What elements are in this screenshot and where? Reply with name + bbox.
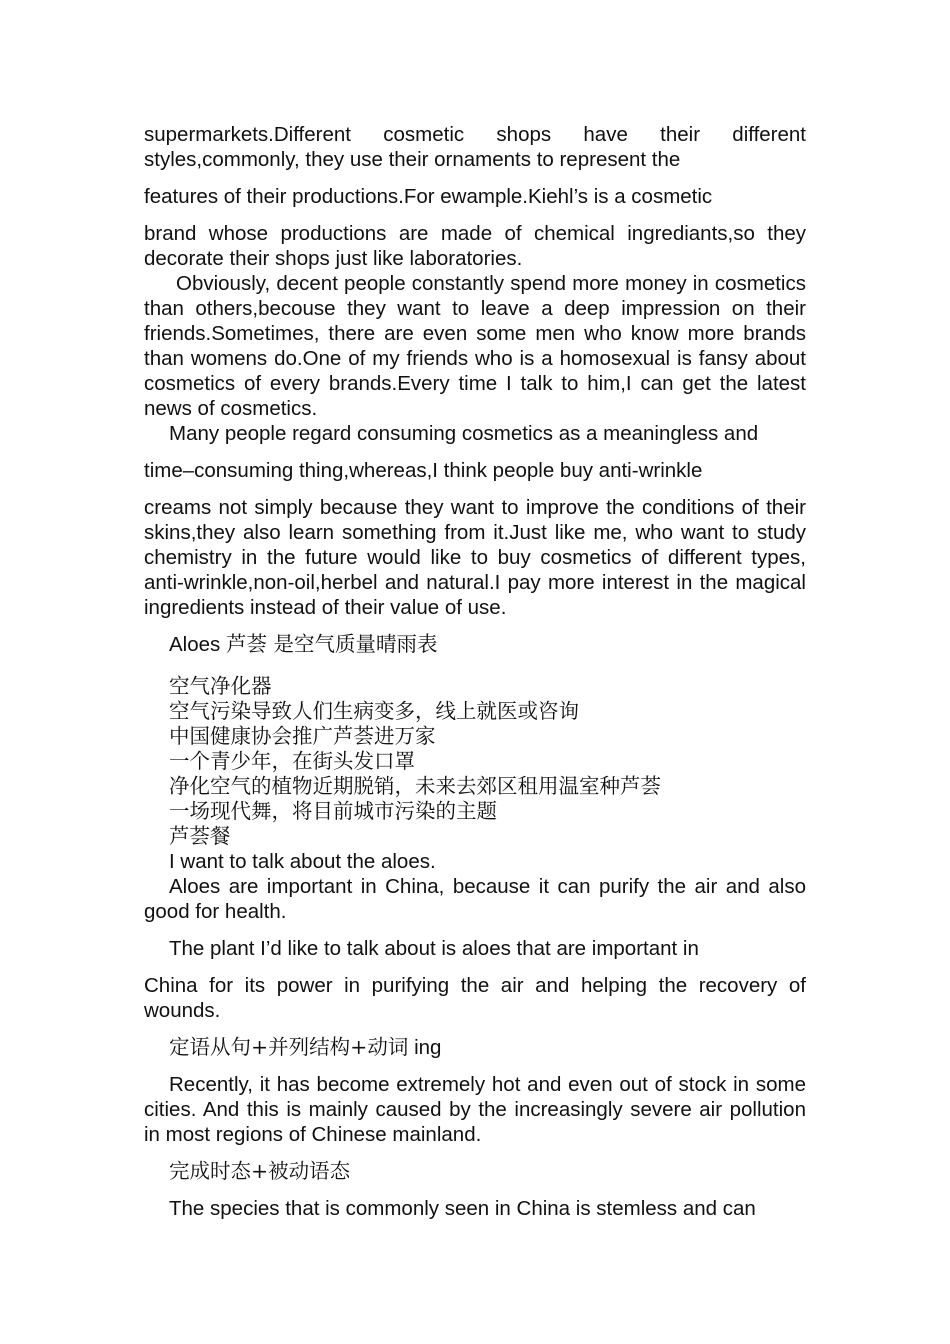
note-item: 净化空气的植物近期脱销，未来去郊区租用温室种芦荟 xyxy=(169,774,661,798)
grammar-note-1-en: ing xyxy=(414,1036,442,1059)
grammar-note-1-zh: 定语从句+并列结构+动词 xyxy=(169,1035,409,1059)
paragraph-1b: features of their productions.For ewample.Kiehl’s is a cosmetic xyxy=(144,185,713,208)
aloes-sentence-3: Recently, it has become extremely hot and even out of stock in some cities. And this is mainly caused by the increasingly severe air pollution in most regions of Chinese mainland. xyxy=(144,1073,806,1146)
note-item: 一个青少年，在街头发口罩 xyxy=(169,749,415,773)
paragraph-3a: Many people regard consuming cosmetics as a meaningless and xyxy=(169,422,759,445)
aloes-intro: I want to talk about the aloes. xyxy=(169,850,436,873)
grammar-note-2: 完成时态+被动语态 xyxy=(169,1159,351,1183)
note-item: 中国健康协会推广芦荟进万家 xyxy=(169,724,436,748)
aloes-heading-zh: 芦荟 是空气质量晴雨表 xyxy=(225,632,438,656)
note-item: 一场现代舞，将目前城市污染的主题 xyxy=(169,799,497,823)
paragraph-1a: supermarkets.Different cosmetic shops have their different styles,commonly, they use their ornaments to represent the xyxy=(144,123,806,171)
aloes-heading-en: Aloes xyxy=(169,633,221,656)
note-item: 芦荟餐 xyxy=(169,824,231,848)
note-item: 空气净化器 xyxy=(169,674,272,698)
aloes-sentence-1: Aloes are important in China, because it can purify the air and also good for health. xyxy=(144,875,806,923)
note-item: 空气污染导致人们生病变多，线上就医或咨询 xyxy=(169,699,579,723)
aloes-heading xyxy=(144,632,806,657)
aloes-sentence-4: The species that is commonly seen in China is stemless and can xyxy=(169,1197,756,1220)
paragraph-1c: brand whose productions are made of chemical ingrediants,so they decorate their shops just like laboratories. xyxy=(144,222,806,270)
paragraph-3b: time–consuming thing,whereas,I think people buy anti-wrinkle xyxy=(144,459,703,482)
grammar-note-1 xyxy=(144,1035,806,1060)
paragraph-2: Obviously, decent people constantly spend more money in cosmetics than others,becouse they want to leave a deep impression on their friends.Sometimes, there are even some men who know more brands than womens do.One of my friends who is a homosexual is fansy about cosmetics of every brands.Every time I talk to him,I can get the latest news of cosmetics. xyxy=(144,272,806,420)
notes-list xyxy=(144,674,806,849)
aloes-sentence-2a: The plant I’d like to talk about is aloes that are important in xyxy=(169,937,699,960)
aloes-sentence-2b: China for its power in purifying the air and helping the recovery of wounds. xyxy=(144,974,806,1022)
paragraph-3c: creams not simply because they want to improve the conditions of their skins,they also learn something from it.Just like me, who want to study chemistry in the future would like to buy cosmetics of different types, anti-wrinkle,non-oil,herbel and natural.I pay more interest in the magical ingredients instead of their value of use. xyxy=(144,496,806,619)
document-body xyxy=(144,122,806,1221)
